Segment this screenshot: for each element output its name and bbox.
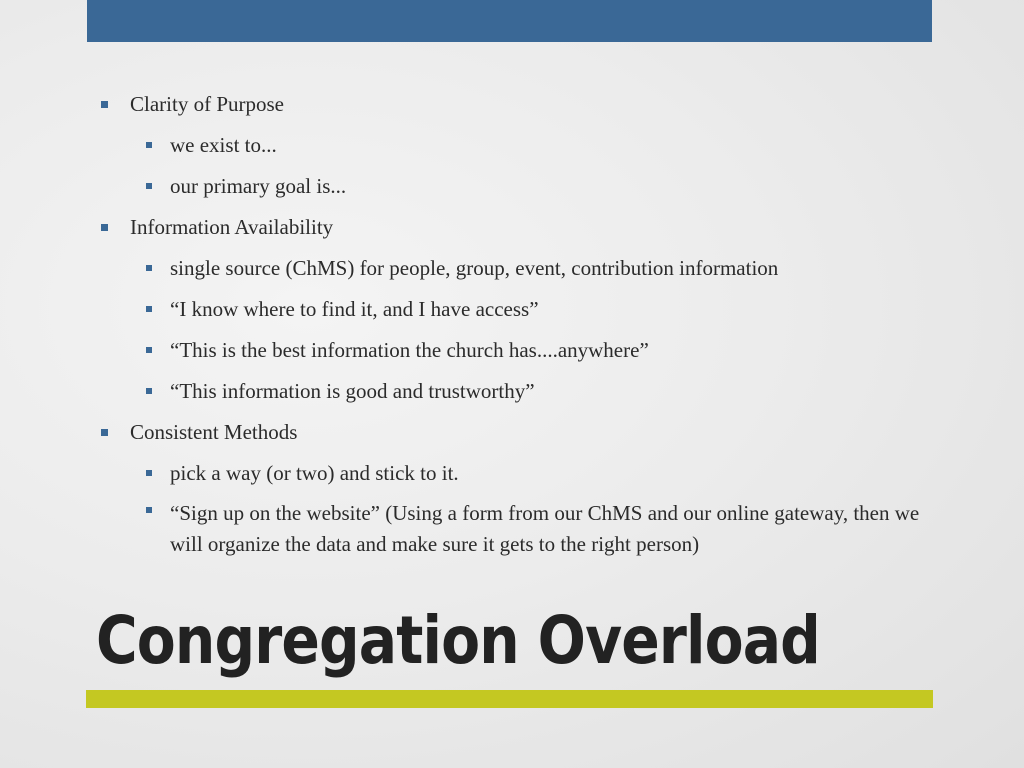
bullet-item <box>100 92 920 116</box>
bullet-text: Clarity of Purpose <box>130 92 284 116</box>
header-accent-bar <box>87 0 932 42</box>
title-underline-bar <box>86 690 933 708</box>
bullet-subitem <box>100 338 920 362</box>
square-bullet-icon <box>146 142 152 148</box>
bullet-text: Information Availability <box>130 215 334 239</box>
square-bullet-icon <box>101 224 108 231</box>
slide-title: Congregation Overload <box>96 602 820 679</box>
square-bullet-icon <box>101 429 108 436</box>
bullet-text: our primary goal is... <box>170 174 347 198</box>
bullet-subitem <box>100 174 920 198</box>
bullet-text: we exist to... <box>170 133 277 157</box>
bullet-text: “Sign up on the website” (Using a form from our ChMS and our online gateway, then we will organize the data and make sure it gets to the right person) <box>170 501 920 556</box>
bullet-text: pick a way (or two) and stick to it. <box>170 461 459 485</box>
square-bullet-icon <box>101 101 108 108</box>
bullet-item <box>100 215 920 239</box>
square-bullet-icon <box>146 347 152 353</box>
bullet-subitem <box>100 379 920 403</box>
square-bullet-icon <box>146 507 152 513</box>
bullet-subitem <box>100 297 920 321</box>
bullet-subitem <box>100 133 920 157</box>
square-bullet-icon <box>146 470 152 476</box>
bullet-subitem <box>100 461 920 485</box>
bullet-text: “This information is good and trustworthy” <box>170 379 535 403</box>
bullet-item <box>100 420 920 444</box>
square-bullet-icon <box>146 265 152 271</box>
bullet-subitem <box>100 498 920 560</box>
bullet-list <box>100 92 920 577</box>
square-bullet-icon <box>146 388 152 394</box>
square-bullet-icon <box>146 183 152 189</box>
bullet-text: single source (ChMS) for people, group, event, contribution information <box>170 256 779 280</box>
bullet-subitem <box>100 256 920 280</box>
square-bullet-icon <box>146 306 152 312</box>
bullet-text: “This is the best information the church has....anywhere” <box>170 338 649 362</box>
bullet-text: Consistent Methods <box>130 420 298 444</box>
bullet-text: “I know where to find it, and I have access” <box>170 297 539 321</box>
